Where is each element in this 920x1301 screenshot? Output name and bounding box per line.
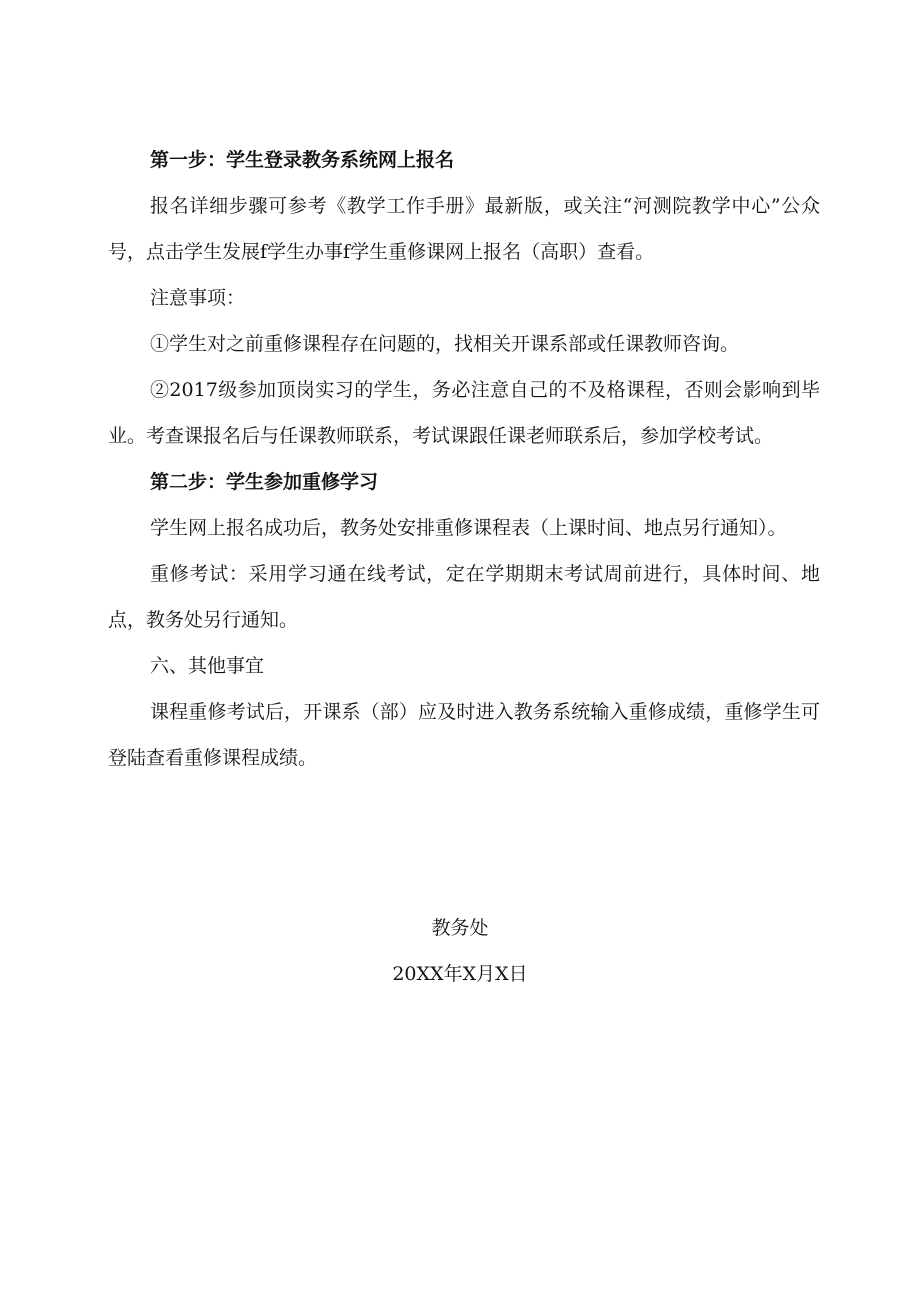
- step2-paragraph-2: 重修考试：采用学习通在线考试，定在学期期末考试周前进行，具体时间、地点，教务处另行通知。: [108, 563, 820, 631]
- signature-date: 20XX年X月X日: [392, 963, 528, 985]
- step2-heading: 第二步：学生参加重修学习: [150, 471, 379, 493]
- signature-block: [300, 905, 620, 997]
- notice-title: 注意事项：: [150, 287, 246, 309]
- document-body: [108, 137, 820, 781]
- notice-item-2: ②2017级参加顶岗实习的学生，务必注意自己的不及格课程，否则会影响到毕业。考查课报名后与任课教师联系，考试课跟任课老师联系后，参加学校考试。: [108, 379, 820, 447]
- signature-office: 教务处: [431, 917, 489, 939]
- section6-paragraph: 课程重修考试后，开课系（部）应及时进入教务系统输入重修成绩，重修学生可登陆查看重修课程成绩。: [108, 701, 820, 769]
- step1-paragraph: 报名详细步骤可参考《教学工作手册》最新版，或关注“河测院教学中心”公众号，点击学生发展f学生办事f学生重修课网上报名（高职）查看。: [108, 195, 820, 263]
- notice-item-1: ①学生对之前重修课程存在问题的，找相关开课系部或任课教师咨询。: [150, 333, 740, 355]
- section6-heading: 六、其他事宜: [150, 655, 265, 677]
- step2-paragraph-1: 学生网上报名成功后，教务处安排重修课程表（上课时间、地点另行通知）。: [150, 517, 787, 539]
- step1-heading: 第一步：学生登录教务系统网上报名: [150, 149, 455, 171]
